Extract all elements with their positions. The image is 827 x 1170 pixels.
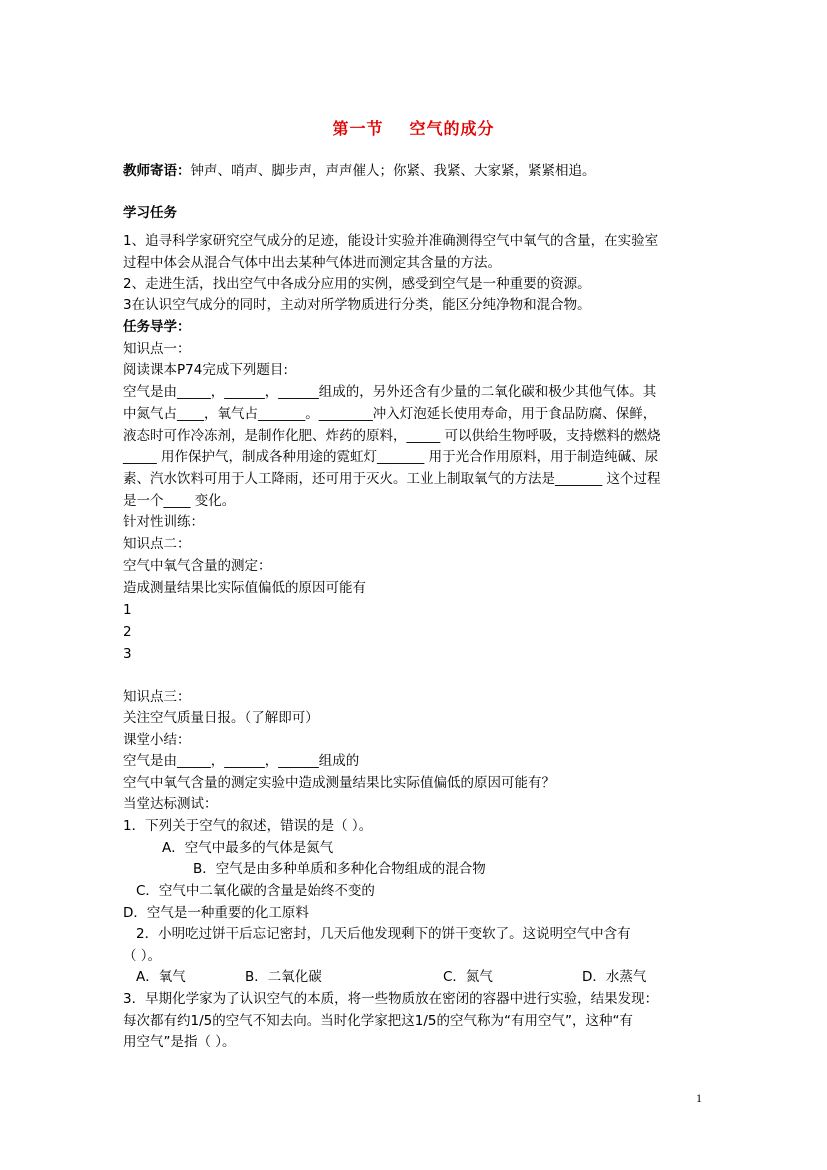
practice-heading: 针对性训练：: [123, 514, 204, 530]
motto-text: 钟声、哨声、脚步声，声声催人；你紧、我紧、大家紧，紧紧相追。: [190, 163, 596, 179]
knowledge-1-title: 知识点一：: [123, 341, 191, 357]
list-number-2: 2: [123, 624, 132, 640]
summary-line-1: 空气是由_____，______，______组成的: [123, 753, 360, 769]
summary-heading: 课堂小结：: [123, 732, 191, 748]
knowledge-2-line-2: 造成测量结果比实际值偏低的原因可能有: [123, 580, 366, 596]
knowledge-1-line-4: _____ 用作保护气，制成各种用途的霓虹灯_______ 用于光合作用原料，用于制造纯碱、尿: [123, 449, 659, 465]
title-section: 第一节: [332, 119, 384, 138]
knowledge-1-line-5: 素、汽水饮料可用于人工降雨，还可用于灭火。工业上制取氧气的方法是_______ 这个过程: [123, 471, 661, 487]
question-3-line-3: 用空气”是指（ ）。: [123, 1034, 236, 1050]
title-name: 空气的成分: [409, 119, 495, 138]
knowledge-2-title: 知识点二：: [123, 536, 191, 552]
question-1: 1．下列关于空气的叙述，错误的是（ ）。: [123, 818, 373, 834]
question-2-option-d: D．水蒸气: [582, 969, 647, 985]
summary-line-2: 空气中氧气含量的测定实验中造成测量结果比实际值偏低的原因可能有？: [123, 775, 555, 791]
question-1-option-b: B．空气是由多种单质和多种化合物组成的混合物: [193, 861, 486, 877]
question-1-option-d: D．空气是一种重要的化工原料: [123, 905, 309, 921]
question-3-line-1: 3．早期化学家为了认识空气的本质，将一些物质放在密闭的容器中进行实验，结果发现：: [123, 991, 659, 1007]
list-number-1: 1: [123, 602, 132, 618]
task-line-3: 2、走进生活，找出空气中各成分应用的实例，感受到空气是一种重要的资源。: [123, 276, 591, 292]
tasks-heading: 学习任务: [123, 205, 177, 221]
question-1-option-c: C．空气中二氧化碳的含量是始终不变的: [136, 883, 375, 899]
knowledge-1-instruction: 阅读课本P74完成下列题目:: [123, 362, 288, 378]
question-2-option-c: C．氮气: [443, 969, 493, 985]
task-line-4: 3在认识空气成分的同时，主动对所学物质进行分类，能区分纯净物和混合物。: [123, 297, 591, 313]
knowledge-3-title: 知识点三：: [123, 689, 191, 705]
question-2-option-a: A．氧气: [136, 969, 186, 985]
list-number-3: 3: [123, 646, 132, 662]
page-number: 1: [696, 1091, 702, 1105]
knowledge-1-line-3: 液态时可作冷冻剂，是制作化肥、炸药的原料，_____ 可以供给生物呼吸，支持燃料的燃烧: [123, 428, 661, 444]
test-heading: 当堂达标测试：: [123, 796, 218, 812]
knowledge-1-line-1: 空气是由_____，______，______组成的，另外还含有少量的二氧化碳和极少其他气体。其: [123, 384, 657, 400]
question-2-option-b: B．二氧化碳: [245, 969, 322, 985]
question-2: 2．小明吃过饼干后忘记密封，几天后他发现剩下的饼干变软了。这说明空气中含有: [136, 926, 631, 942]
motto-label: 教师寄语：: [123, 163, 191, 179]
page-title: [0, 116, 827, 139]
teacher-motto: [123, 163, 596, 179]
knowledge-1-line-2: 中氮气占____，氧气占_______。________冲入灯泡延长使用寿命，用于食品防腐、保鲜，: [123, 406, 657, 422]
task-line-1: 1、追寻科学家研究空气成分的足迹，能设计实验并准确测得空气中氧气的含量，在实验室: [123, 233, 659, 249]
knowledge-1-line-6: 是一个____ 变化。: [123, 493, 236, 509]
question-2-blank: （ ）。: [123, 948, 162, 964]
knowledge-3-line-1: 关注空气质量日报。（了解即可）: [123, 710, 319, 726]
guide-heading: 任务导学：: [123, 319, 191, 335]
question-3-line-2: 每次都有约1/5的空气不知去向。当时化学家把这1/5的空气称为“有用空气”，这种“有: [123, 1013, 633, 1029]
knowledge-2-line-1: 空气中氧气含量的测定：: [123, 558, 272, 574]
task-line-2: 过程中体会从混合气体中出去某种气体进而测定其含量的方法。: [123, 255, 501, 271]
question-1-option-a: A．空气中最多的气体是氮气: [162, 840, 334, 856]
